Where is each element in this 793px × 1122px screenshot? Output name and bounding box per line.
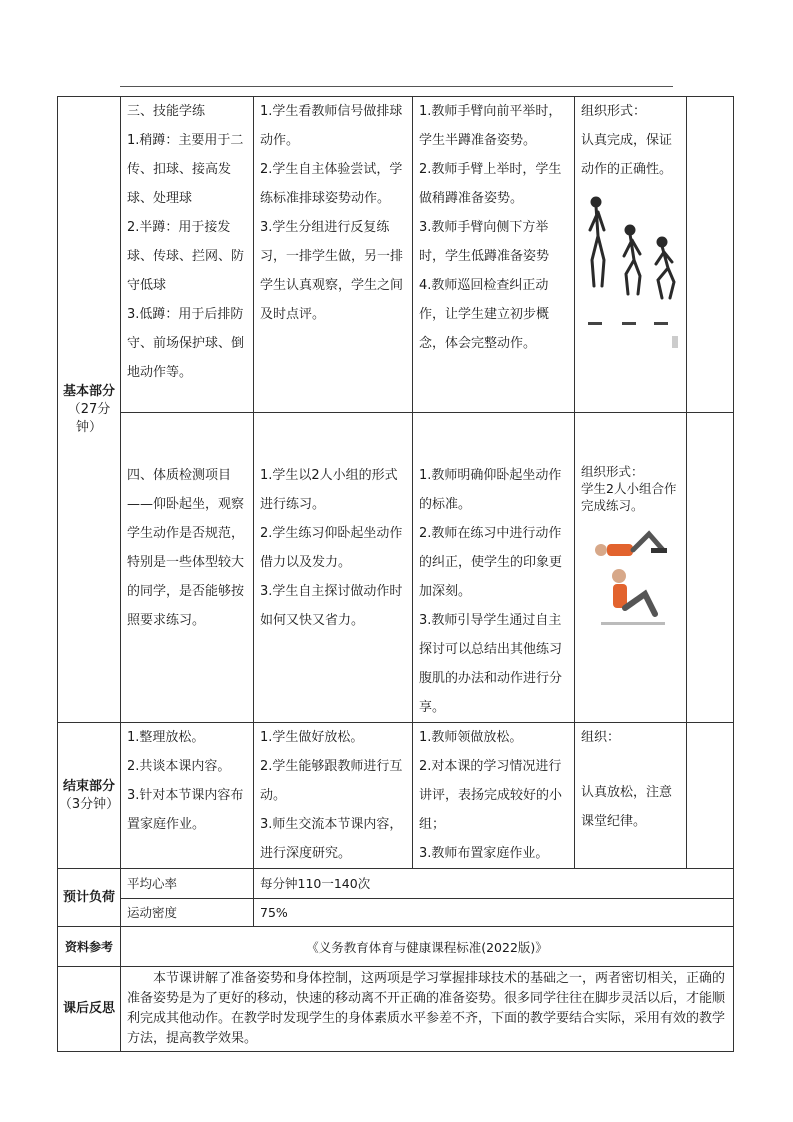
fitness-teacher-cell <box>413 413 575 723</box>
section-basic-label: 基本部分 <box>62 383 115 399</box>
section-basic-time: （27分钟） <box>67 401 111 435</box>
header-rule <box>120 86 673 87</box>
end-teacher-cell <box>413 723 575 869</box>
skill-teacher-0: 1.教师手臂向前平举时，学生半蹲准备姿势。 <box>419 104 562 148</box>
situp-lying-illustration <box>591 520 671 560</box>
heart-rate-value: 每分钟110一140次 <box>254 869 734 899</box>
skill-teacher-2: 3.教师手臂向侧下方举时，学生低蹲准备姿势 <box>419 220 550 264</box>
density-value: 75% <box>254 899 734 927</box>
end-student-cell <box>254 723 413 869</box>
skill-student-2: 3.学生分组进行反复练习，一排学生做，另一排学生认真观察，学生之间及时点评。 <box>260 220 404 322</box>
skill-student-1: 2.学生自主体验尝试，学练标准排球姿势动作。 <box>260 162 403 206</box>
fitness-org-title: 组织形式： <box>581 464 644 479</box>
section-reflect-label: 课后反思 <box>62 1001 115 1016</box>
skill-teacher-3: 4.教师巡回检查纠正动作，让学生建立初步概念，体会完整动作。 <box>419 278 550 351</box>
end-org-cell <box>575 723 687 869</box>
density-label: 运动密度 <box>121 899 254 927</box>
heart-rate-label: 平均心率 <box>121 869 254 899</box>
section-end-label: 结束部分 <box>62 778 115 794</box>
skill-org-title: 组织形式： <box>581 104 647 119</box>
section-basic <box>58 97 121 723</box>
fitness-content-cell <box>121 413 254 723</box>
section-reflect <box>58 967 121 1052</box>
end-content-cell <box>121 723 254 869</box>
fitness-teacher-0: 1.教师明确仰卧起坐动作的标准。 <box>419 468 562 512</box>
skill-content-1: 1.稍蹲：主要用于二传、扣球、接高发球、处理球 <box>127 133 244 206</box>
end-student-2: 3.师生交流本节课内容，进行深度研究。 <box>260 817 403 861</box>
section-end-time: （3分钟） <box>58 796 120 812</box>
skill-content-cell <box>121 97 254 413</box>
skill-teacher-1: 2.教师手臂上举时，学生做稍蹲准备姿势。 <box>419 162 562 206</box>
reflection-text: 本节课讲解了准备姿势和身体控制，这两项是学习掌握排球技术的基础之一，两者密切相关，正确的准备姿势是为了更好的移动，快速的移动离不开正确的准备姿势。很多同学往往在脚步灵活以后，才能顺利完成其他动作。在教学时发现学生的身体素质水平参差不齐，下面的教学要结合实际，采用有效的教学方法，提高教学效果。 <box>127 971 726 1046</box>
end-content-1: 2.共谈本课内容。 <box>127 759 231 774</box>
fitness-content-0: 四、体质检测项目——仰卧起坐，观察学生动作是否规范，特别是一些体型较大的同学，是否能够按照要求练习。 <box>127 468 245 628</box>
section-end <box>58 723 121 869</box>
skill-content-0: 三、技能学练 <box>127 104 206 119</box>
end-teacher-1: 2.对本课的学习情况进行讲评，表扬完成较好的小组； <box>419 759 563 832</box>
fitness-teacher-1: 2.教师在练习中进行动作的纠正，使学生的印象更加深刻。 <box>419 526 563 599</box>
squat-stance-illustration <box>582 190 680 350</box>
skill-org-cell <box>575 97 687 413</box>
end-org-text: 认真放松，注意课堂纪律。 <box>581 785 673 829</box>
skill-extra-cell <box>687 97 734 413</box>
fitness-extra-cell <box>687 413 734 723</box>
fitness-teacher-2: 3.教师引导学生通过自主探讨可以总结出其他练习腹肌的办法和动作进行分享。 <box>419 613 563 715</box>
skill-content-3: 3.低蹲：用于后排防守、前场保护球、倒地动作等。 <box>127 307 245 380</box>
end-org-title: 组织： <box>581 730 621 745</box>
section-load-label: 预计负荷 <box>62 889 115 905</box>
skill-student-0: 1.学生看教师信号做排球动作。 <box>260 104 403 148</box>
lesson-plan-table <box>57 96 734 1052</box>
end-student-0: 1.学生做好放松。 <box>260 730 364 745</box>
end-teacher-0: 1.教师领做放松。 <box>419 730 523 745</box>
fitness-student-1: 2.学生练习仰卧起坐动作借力以及发力。 <box>260 526 403 570</box>
section-ref <box>58 927 121 967</box>
end-content-0: 1.整理放松。 <box>127 730 205 745</box>
fitness-student-2: 3.学生自主探讨做动作时如何又快又省力。 <box>260 584 403 628</box>
section-ref-label: 资料参考 <box>64 940 113 954</box>
fitness-org-cell <box>575 413 687 723</box>
fitness-student-0: 1.学生以2人小组的形式进行练习。 <box>260 468 398 512</box>
skill-student-cell <box>254 97 413 413</box>
end-content-2: 3.针对本节课内容布置家庭作业。 <box>127 788 244 832</box>
fitness-org-text: 学生2人小组合作完成练习。 <box>581 481 677 513</box>
fitness-student-cell <box>254 413 413 723</box>
end-teacher-2: 3.教师布置家庭作业。 <box>419 846 549 861</box>
skill-org-text: 认真完成，保证动作的正确性。 <box>581 133 673 177</box>
section-load <box>58 869 121 927</box>
reflection-cell <box>121 967 734 1052</box>
skill-content-2: 2.半蹲：用于接发球、传球、拦网、防守低球 <box>127 220 245 293</box>
end-extra-cell <box>687 723 734 869</box>
reference-text: 《义务教育体育与健康课程标准(2022版)》 <box>121 927 734 967</box>
skill-teacher-cell <box>413 97 575 413</box>
end-student-1: 2.学生能够跟教师进行互动。 <box>260 759 403 803</box>
situp-sitting-illustration <box>591 566 671 630</box>
